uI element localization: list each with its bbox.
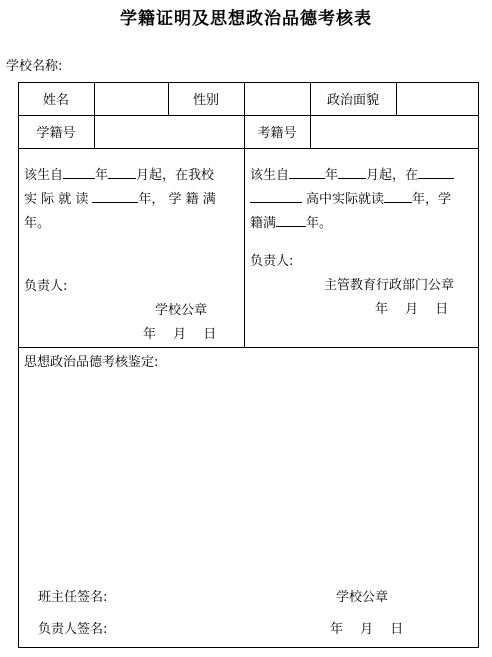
political-status-label: 政治面貌 xyxy=(326,93,379,108)
teacher-signature-label: 班主任签名: xyxy=(38,590,108,605)
left-date: 年 月 日 xyxy=(143,327,217,342)
name-label: 姓名 xyxy=(42,93,69,108)
political-status-field[interactable] xyxy=(398,84,476,114)
right-cert-line-1: 该生自 年 月起，在 xyxy=(250,164,454,188)
study-years-blank[interactable] xyxy=(92,189,138,203)
authority-seal-label: 主管教育行政部门公章 xyxy=(324,278,455,293)
gender-field[interactable] xyxy=(246,84,308,114)
start-month-blank[interactable] xyxy=(108,165,136,179)
evaluation-date: 年 月 日 xyxy=(330,622,404,637)
right-cert-line-3: 籍满 年。 xyxy=(250,212,332,236)
school-seal-label: 学校公章 xyxy=(155,303,208,318)
left-cert-line-1: 该生自 年 月起，在我校 xyxy=(24,164,214,188)
student-id-label: 学籍号 xyxy=(36,126,76,141)
enrolled-years-blank[interactable] xyxy=(276,213,306,227)
right-date: 年 月 日 xyxy=(375,302,449,317)
left-cert-line-2: 实 际 就 读 年， 学 籍 满 xyxy=(24,188,216,212)
left-cert-line-3: 年。 xyxy=(24,216,51,231)
evaluation-seal-label: 学校公章 xyxy=(336,590,389,605)
exam-id-label: 考籍号 xyxy=(257,126,297,141)
left-responsible-label: 负责人: xyxy=(24,279,68,294)
responsible-signature-label: 负责人签名: xyxy=(38,622,108,637)
start-year-blank[interactable] xyxy=(63,165,95,179)
evaluation-label: 思想政治品德考核鉴定: xyxy=(24,355,159,370)
high-school-blank[interactable] xyxy=(250,189,302,203)
school-name-label: 学校名称: xyxy=(6,59,63,74)
gender-label: 性别 xyxy=(192,93,219,108)
right-responsible-label: 负责人: xyxy=(250,254,294,269)
right-study-years-blank[interactable] xyxy=(384,189,412,203)
student-id-field[interactable] xyxy=(96,117,242,147)
name-field[interactable] xyxy=(96,84,166,114)
form-title: 学籍证明及思想政治品德考核表 xyxy=(120,9,372,29)
exam-id-field[interactable] xyxy=(312,117,476,147)
right-start-year-blank[interactable] xyxy=(289,165,325,179)
evaluation-field[interactable] xyxy=(24,375,474,575)
school-name-blank[interactable] xyxy=(418,165,454,179)
right-cert-line-2: 高中实际就读 年，学 xyxy=(250,188,451,212)
right-start-month-blank[interactable] xyxy=(338,165,366,179)
